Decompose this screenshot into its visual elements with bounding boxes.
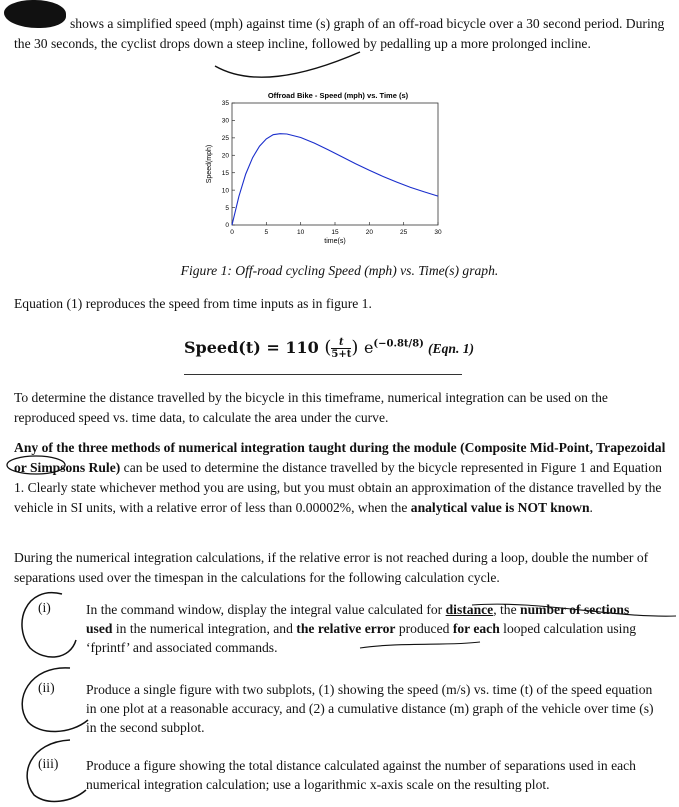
- item-i-label: (i): [38, 600, 51, 615]
- speed-time-chart: [195, 86, 455, 246]
- y-tick-label: 10: [221, 187, 229, 195]
- item-i-text: [86, 600, 656, 657]
- equation-exponent: (−0.8t/8): [373, 338, 424, 350]
- item-iii-label: (iii): [38, 756, 59, 771]
- methods-bold: Any of the three methods of numerical integration taught during the module (Composite Mid-Point, Trapezoidal or Simpsons Rule): [14, 440, 666, 475]
- y-tick-label: 35: [221, 100, 229, 108]
- x-axis-label: time(s): [324, 238, 346, 245]
- item-i-c: , the: [493, 602, 521, 617]
- paragraph-1: To determine the distance travelled by the bicycle in this timeframe, numerical integration can be used on the reproduced speed vs. time data, to calculate the area under the curve.: [14, 390, 608, 425]
- equation-divider: [184, 374, 462, 375]
- speed-curve: [232, 134, 438, 225]
- item-i-foreach: for each: [452, 621, 500, 636]
- x-tick-label: 20: [365, 229, 373, 236]
- intro-text: shows a simplified speed (mph) against time (s) graph of an off-road bicycle over a 30 second period. During the 30 seconds, the cyclist drops down a steep incline, followed by pedalling up a more prolonged incline.: [14, 16, 665, 51]
- intro-paragraph: [14, 14, 674, 54]
- equation-base: e: [363, 338, 374, 357]
- x-tick-label: 15: [331, 229, 339, 236]
- item-i-sections: number of sections used: [86, 602, 630, 636]
- equation-frac-den: 5+t: [331, 349, 352, 360]
- item-i-relerr: the relative error: [296, 621, 396, 636]
- item-i-distance: distance: [445, 602, 494, 617]
- y-tick-label: 25: [221, 135, 229, 143]
- analytical-bold: analytical value is NOT known: [410, 500, 590, 515]
- speed-equation: Speed(t) = 110 ( $\frac{t}{5+t}$ ) $e^{(-0.8t/8)}$: [184, 337, 424, 360]
- y-tick-label: 0: [225, 222, 229, 230]
- paragraph-2: [14, 438, 666, 518]
- item-i-e: in the numerical integration, and: [112, 621, 297, 636]
- x-tick-label: 30: [434, 229, 442, 236]
- paragraph-2-end: .: [589, 500, 593, 515]
- y-tick-label: 5: [225, 204, 229, 212]
- chart-title: Offroad Bike - Speed (mph) vs. Time (s): [267, 91, 409, 100]
- x-tick-label: 25: [400, 229, 408, 236]
- paragraph-2-text: can be used to determine the distance travelled by the bicycle represented in Figure 1 and Equation 1. Clearly state whichever method you are using, but you must obtain an approximation of the distance travelled by the vehicle in SI units, with a relative error of less than 0.00002%, when the: [14, 460, 662, 515]
- annotation-circle-ii: [22, 668, 88, 732]
- paragraph-3: During the numerical integration calculations, if the relative error is not reached during a loop, double the number of separations used over the timespan in the calculations for the following calculation cycle.: [14, 550, 649, 585]
- x-tick-label: 10: [297, 229, 305, 236]
- item-ii-text: Produce a single figure with two subplots, (1) showing the speed (m/s) vs. time (t) of the speed equation in one plot at a reasonable accuracy, and (2) a cumulative distance (m) graph of the vehicle over time (s) in the second subplot.: [86, 682, 654, 735]
- y-axis-label: Speed(mph): [206, 144, 213, 184]
- figure-caption: Figure 1: Off-road cycling Speed (mph) vs. Time(s) graph.: [180, 263, 499, 278]
- equation-intro: Equation (1) reproduces the speed from time inputs as in figure 1.: [14, 296, 372, 311]
- x-tick-label: 5: [264, 229, 269, 236]
- equation-label: (Eqn. 1): [428, 341, 475, 356]
- equation-lhs: Speed(t) = 110: [184, 338, 319, 357]
- item-i-i: looped calculation using ‘fprintf’ and associated commands.: [86, 621, 637, 655]
- item-ii-label: (ii): [38, 680, 55, 695]
- item-i-a: In the command window, display the integral value calculated for: [86, 602, 446, 617]
- x-tick-label: 0: [230, 229, 234, 236]
- y-tick-label: 15: [221, 169, 229, 177]
- annotation-swoosh: [215, 52, 360, 77]
- item-i-g: produced: [395, 621, 453, 636]
- y-tick-label: 30: [221, 117, 229, 125]
- equation-frac-num: t: [331, 337, 351, 349]
- plot-area: [232, 103, 438, 225]
- y-tick-label: 20: [221, 152, 229, 160]
- item-iii-text: Produce a figure showing the total distance calculated against the number of separations used in each numerical integration calculation; use a logarithmic x-axis scale on the resulting plot.: [86, 758, 636, 792]
